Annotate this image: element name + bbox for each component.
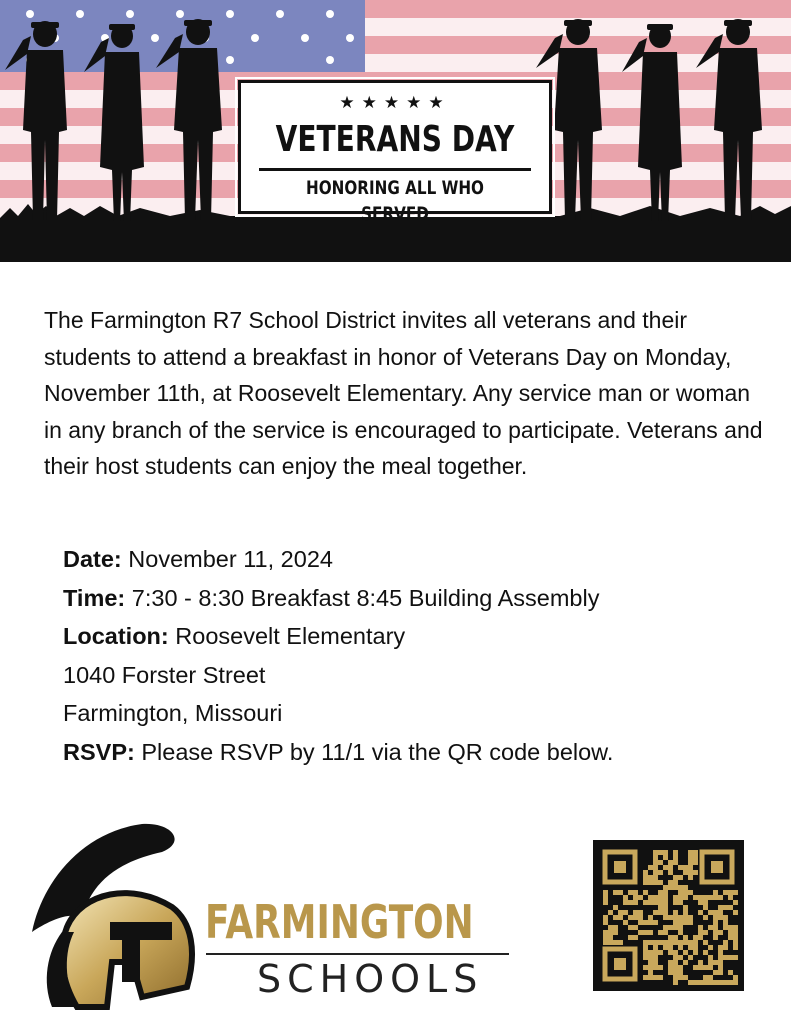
date-value: November 11, 2024 bbox=[121, 546, 333, 572]
rsvp-line bbox=[63, 733, 763, 772]
banner-title: VETERANS DAY bbox=[275, 119, 515, 160]
banner-divider bbox=[259, 168, 531, 171]
banner-title-box bbox=[238, 80, 552, 225]
veterans-day-banner bbox=[0, 0, 791, 262]
rsvp-qr-code[interactable] bbox=[593, 840, 744, 991]
rsvp-value: Please RSVP by 11/1 via the QR code below. bbox=[134, 738, 614, 765]
date-line bbox=[63, 540, 763, 579]
location-line bbox=[63, 617, 763, 656]
logo-wordmark: FARMINGTON bbox=[205, 895, 474, 949]
address-street: 1040 Forster Street bbox=[63, 661, 266, 688]
invitation-paragraph: The Farmington R7 School District invites all veterans and their students to attend a breakfast in honor of Veterans Day on Monday, November 11th, at Roosevelt Elementary. Any service man or woman in any branch of the service is encouraged to participate. Veterans and their host students can enjoy the meal together. bbox=[44, 307, 763, 479]
logo-divider bbox=[206, 953, 509, 955]
event-details bbox=[63, 540, 763, 771]
time-label: Time: bbox=[63, 584, 126, 611]
address-city: Farmington, Missouri bbox=[63, 700, 283, 726]
time-value: 7:30 - 8:30 Breakfast 8:45 Building Assembly bbox=[125, 584, 600, 611]
stars-row: ★★★★★ bbox=[339, 93, 451, 112]
date-label: Date: bbox=[63, 546, 122, 572]
time-line bbox=[63, 579, 763, 618]
banner-subtitle: HONORING ALL WHO SERVED bbox=[306, 177, 484, 225]
location-label: Location: bbox=[63, 623, 169, 649]
logo-subtitle: SCHOOLS bbox=[257, 957, 484, 1001]
rsvp-label: RSVP: bbox=[63, 738, 135, 765]
location-value: Roosevelt Elementary bbox=[168, 623, 406, 649]
